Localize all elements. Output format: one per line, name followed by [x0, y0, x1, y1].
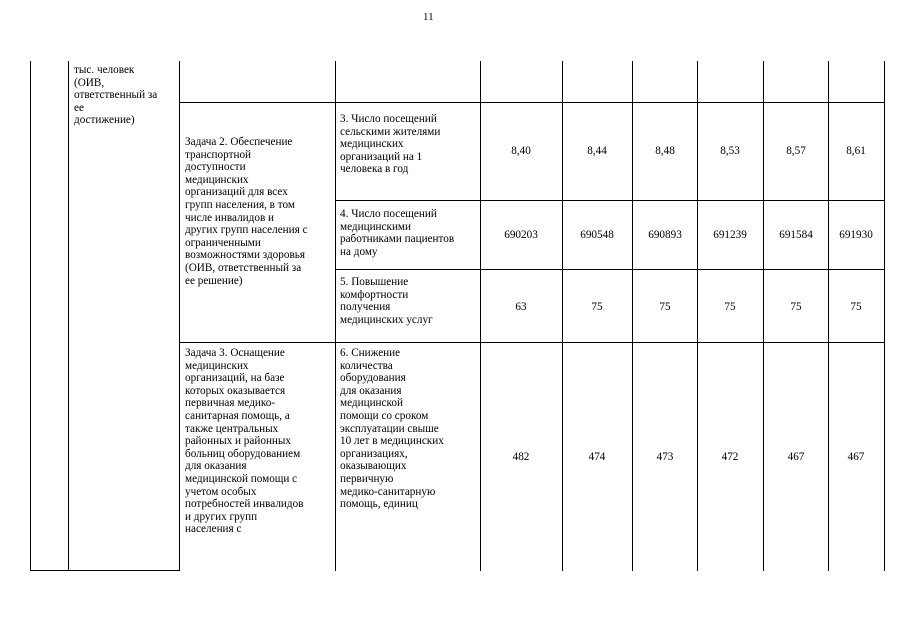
- table-grid-line: [828, 61, 829, 571]
- value-cell: 691239: [713, 229, 747, 241]
- table-border-right: [884, 61, 885, 571]
- value-cell: 8,48: [655, 145, 675, 157]
- table-grid-line: [480, 61, 481, 571]
- value-cell: 690548: [580, 229, 614, 241]
- page-number: 11: [423, 11, 434, 23]
- indicator-group-cell: тыс. человек (ОИВ, ответственный за ее достижение): [74, 64, 158, 127]
- table-grid-line: [562, 61, 563, 571]
- value-cell: 75: [659, 301, 671, 313]
- value-cell: 8,57: [786, 145, 806, 157]
- table-border-left: [30, 61, 31, 571]
- value-cell: 75: [591, 301, 603, 313]
- value-cell: 8,40: [511, 145, 531, 157]
- table-grid-line: [335, 61, 336, 571]
- value-cell: 474: [588, 451, 606, 463]
- value-cell: 691930: [839, 229, 873, 241]
- table-grid-line: [632, 61, 633, 571]
- table-border-bottom: [30, 570, 69, 571]
- value-cell: 473: [656, 451, 674, 463]
- value-cell: 63: [515, 301, 527, 313]
- value-cell: 75: [724, 301, 736, 313]
- table-grid-line: [335, 269, 885, 270]
- value-cell: 482: [512, 451, 530, 463]
- value-cell: 467: [847, 451, 865, 463]
- table-border-bottom: [68, 570, 180, 571]
- table-grid-line: [179, 342, 885, 343]
- value-cell: 467: [787, 451, 805, 463]
- value-cell: 472: [721, 451, 739, 463]
- table-grid-line: [68, 61, 69, 571]
- value-cell: 690893: [648, 229, 682, 241]
- document-table: [30, 61, 885, 571]
- value-cell: 8,61: [846, 145, 866, 157]
- table-grid-line: [763, 61, 764, 571]
- value-cell: 8,53: [720, 145, 740, 157]
- value-cell: 75: [850, 301, 862, 313]
- value-cell: 690203: [504, 229, 538, 241]
- value-cell: 75: [790, 301, 802, 313]
- value-cell: 691584: [779, 229, 813, 241]
- indicator-5-cell: 5. Повышение комфортности получения медицинских услуг: [340, 276, 433, 326]
- table-grid-line: [335, 200, 885, 201]
- indicator-3-cell: 3. Число посещений сельскими жителями медицинских организаций на 1 человека в год: [340, 113, 441, 176]
- indicator-4-cell: 4. Число посещений медицинскими работниками пациентов на дому: [340, 208, 455, 258]
- indicator-6-cell: 6. Снижение количества оборудования для оказания медицинской помощи со сроком эксплуатации свыше 10 лет в медицинских организациях, оказывающих первичную медико-санитарную помощь, единиц: [340, 347, 444, 511]
- task-3-cell: Задача 3. Оснащение медицинских организаций, на базе которых оказывается первичная медико- санитарная помощь, а также центральных районных и районных больниц оборудованием для оказания медицинской помощи с учетом особых потребностей инвалидов и других групп населения с: [185, 347, 304, 536]
- table-grid-line: [697, 61, 698, 571]
- table-grid-line: [179, 102, 885, 103]
- task-2-cell: Задача 2. Обеспечение транспортной доступности медицинских организаций для всех групп населения, в том числе инвалидов и других групп населения с ограниченными возможностями здоровья (ОИВ, ответственный за ее решение): [185, 136, 308, 287]
- value-cell: 8,44: [587, 145, 607, 157]
- table-grid-line: [179, 61, 180, 571]
